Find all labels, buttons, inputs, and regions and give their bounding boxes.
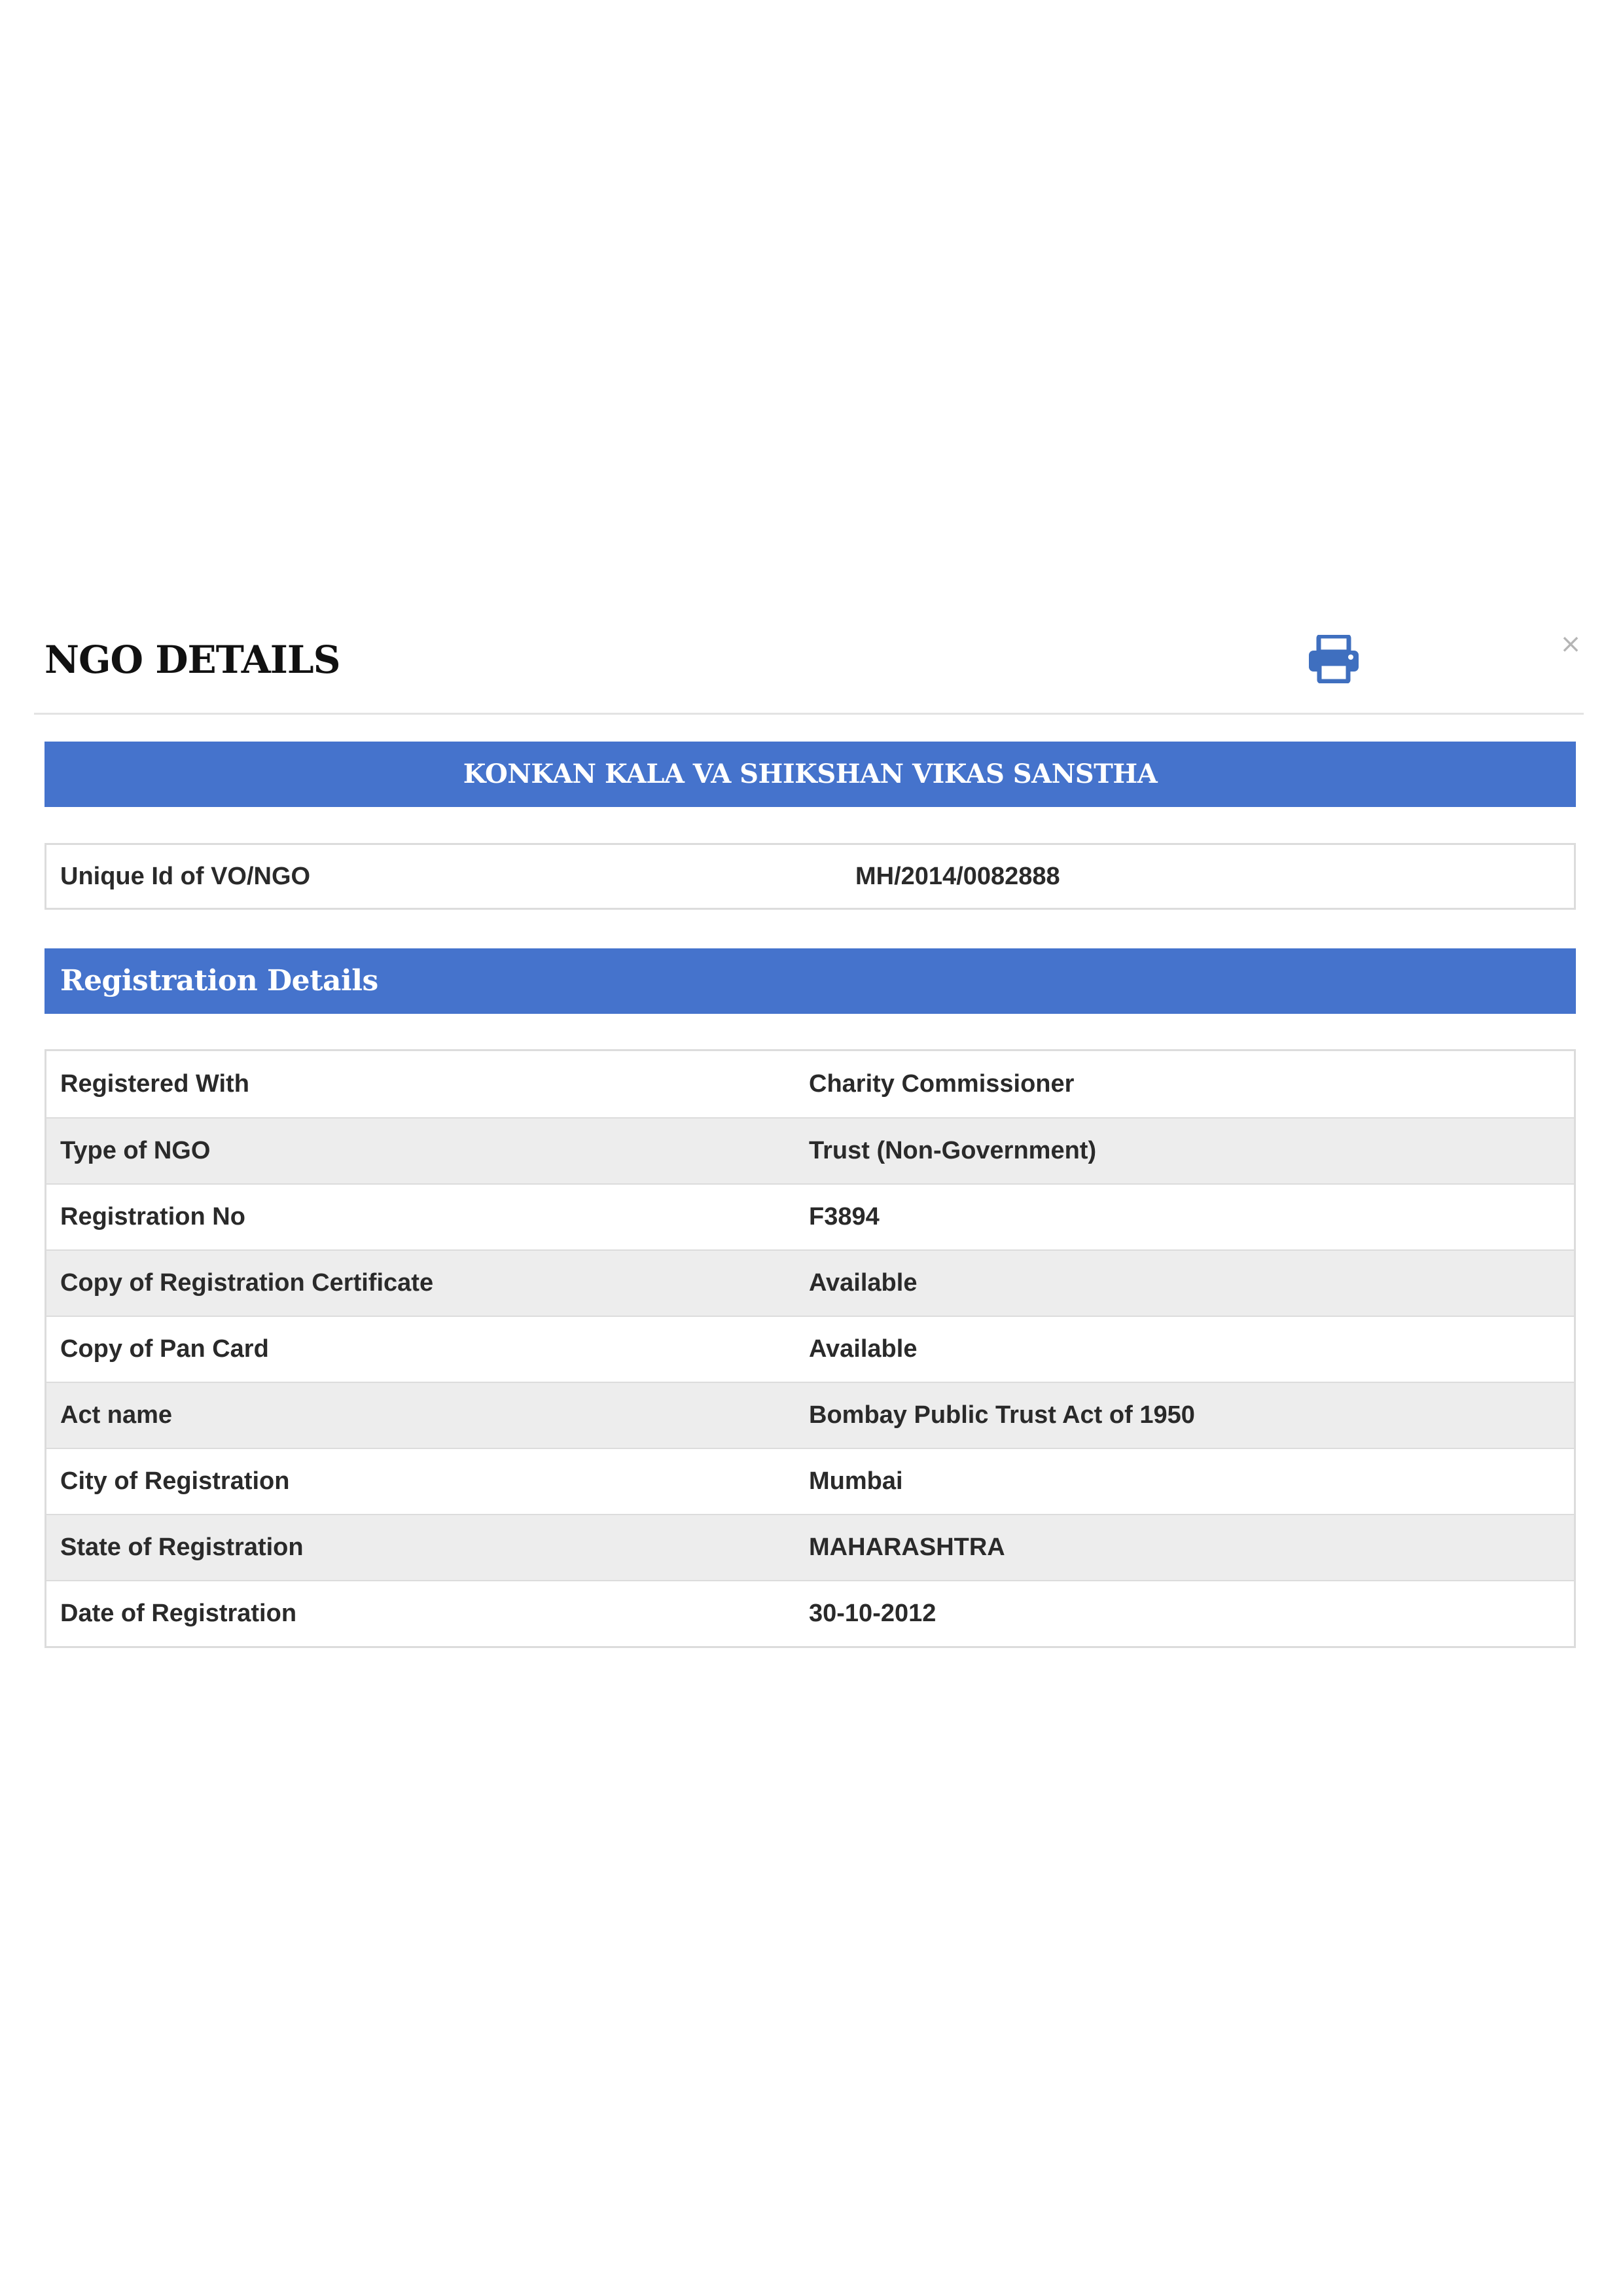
row-value: Mumbai: [809, 1467, 903, 1495]
table-row: [46, 1382, 1574, 1448]
registration-details-table: [45, 1049, 1576, 1648]
row-value: 30-10-2012: [809, 1600, 936, 1627]
table-row: [46, 1580, 1574, 1646]
close-button[interactable]: ×: [1560, 629, 1582, 659]
row-value: MAHARASHTRA: [809, 1534, 1005, 1561]
row-value: Bombay Public Trust Act of 1950: [809, 1401, 1195, 1429]
row-label: City of Registration: [60, 1467, 290, 1495]
row-value: Charity Commissioner: [809, 1070, 1075, 1098]
table-row: [46, 1448, 1574, 1514]
organization-name-banner: KONKAN KALA VA SHIKSHAN VIKAS SANSTHA: [45, 742, 1576, 807]
row-label: Registered With: [60, 1070, 249, 1098]
row-label: Type of NGO: [60, 1137, 211, 1164]
header-divider: [34, 713, 1584, 715]
row-label: State of Registration: [60, 1534, 304, 1561]
row-label: Date of Registration: [60, 1600, 297, 1627]
row-value: Available: [809, 1269, 918, 1297]
table-row: [46, 845, 1574, 908]
unique-id-table: [45, 843, 1576, 910]
unique-id-label: Unique Id of VO/NGO: [60, 862, 311, 890]
table-row: [46, 1183, 1574, 1249]
table-row: [46, 1249, 1574, 1316]
row-label: Copy of Pan Card: [60, 1335, 269, 1363]
table-row: [46, 1316, 1574, 1382]
modal-title: NGO DETAILS: [45, 637, 340, 682]
printer-icon: [1308, 635, 1360, 683]
row-label: Copy of Registration Certificate: [60, 1269, 434, 1297]
table-row: [46, 1051, 1574, 1117]
row-value: Trust (Non-Government): [809, 1137, 1097, 1164]
table-row: [46, 1514, 1574, 1580]
row-label: Registration No: [60, 1203, 245, 1230]
registration-details-heading: Registration Details: [45, 948, 1576, 1014]
row-value: F3894: [809, 1203, 880, 1230]
row-label: Act name: [60, 1401, 173, 1429]
table-row: [46, 1117, 1574, 1183]
print-button[interactable]: [1308, 635, 1360, 683]
unique-id-value: MH/2014/0082888: [855, 862, 1060, 890]
row-value: Available: [809, 1335, 918, 1363]
